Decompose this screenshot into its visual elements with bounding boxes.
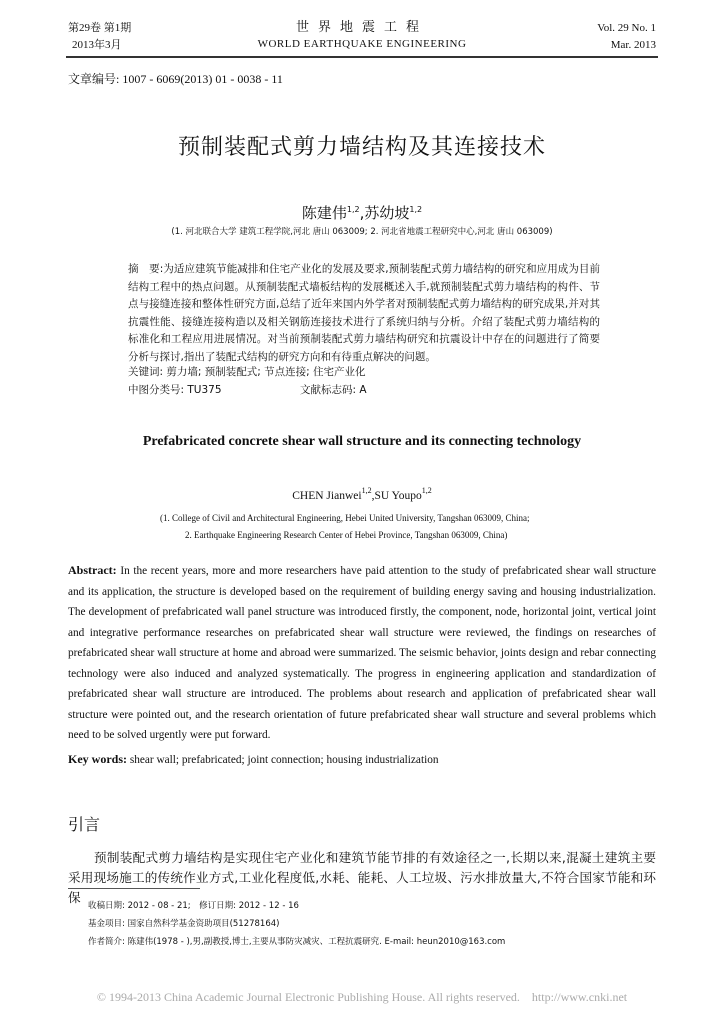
title-cn: 预制装配式剪力墙结构及其连接技术: [177, 135, 546, 160]
journal-name-en: WORLD EARTHQUAKE ENGINEERING: [257, 38, 467, 50]
journal-name: [200, 18, 524, 52]
author-sup: 1,2: [361, 486, 372, 495]
keywords-en: [68, 752, 439, 767]
footnote-dates: 收稿日期: 2012 - 08 - 21; 修订日期: 2012 - 12 - 16: [88, 901, 299, 911]
affiliation-en-1: (1. College of Civil and Architectural Engineering, Hebei United University, Tangshan 063009, China;: [160, 513, 530, 523]
doc-code-label: 文献标志码:: [300, 384, 357, 396]
keywords-en-label: Key words:: [68, 752, 127, 766]
abstract-cn: [128, 261, 600, 367]
volume-issue-en: Vol. 29 No. 1: [597, 22, 656, 34]
keywords-cn-label: 关键词:: [128, 366, 164, 378]
keywords-cn: [128, 364, 366, 379]
footnote-rule: [68, 888, 200, 889]
footnote-author-bio: 作者简介: 陈建伟(1978 - ),男,副教授,博士,主要从事防灾减灾、工程抗震研究. E-mail: heun2010@163.com: [88, 937, 506, 947]
clc-label: 中图分类号:: [128, 384, 185, 396]
author-sup: 1,2: [409, 205, 423, 214]
keywords-cn-text: 剪力墙; 预制装配式; 节点连接; 住宅产业化: [166, 366, 366, 378]
affiliation-cn: (1. 河北联合大学 建筑工程学院,河北 唐山 063009; 2. 河北省地震工程研究中心,河北 唐山 063009): [171, 227, 553, 237]
doc-code-value: A: [359, 384, 367, 396]
journal-issue-en: [597, 20, 656, 54]
header-rule: [66, 56, 658, 58]
author-name: CHEN Jianwei: [292, 490, 362, 502]
journal-issue-cn: [68, 20, 131, 54]
abstract-en-text: In the recent years, more and more researchers have paid attention to the study of prefabricated shear wall structure and its application, the structure is developed based on the requirement of building energy saving and housing industrialization. The development of prefabricated wall panel structure was introduced firstly, the component, node, horizontal joint, vertical joint and integrative performance researches on prefabricated shear wall structure were reviewed, the findings on researches of prefabricated shear wall structure at home and abroad were summarized. The seismic behavior, joints design and rebar connecting technology were also induced and analyzed systematically. The progress in engineering application and standardization of prefabricated shear wall structure are introduced. The problems about research and application of prefabricated shear wall structure were pointed out, and the research orientation of future prefabricated shear wall structure and several problems which need to be solved urgently were put forward.: [68, 565, 657, 741]
abstract-cn-text: 为适应建筑节能减排和住宅产业化的发展及要求,预制装配式剪力墙结构的研究和应用成为目前结构工程中的热点问题。从预制装配式墙板结构的发展概述入手,就预制装配式剪力墙结构的构件、节点与接缝连接和整体性研究方面,总结了近年来国内外学者对预制装配式剪力墙结构的研究成果,并对其抗震性能、接缝连接构造以及相关钢筋连接技术进行了系统归纳与分析。介绍了装配式剪力墙结构的标准化和工程应用进展情况。对当前预制装配式剪力墙结构研究和抗震设计中存在的问题进行了简要分析与探讨,指出了装配式结构的研究方向和有待重点解决的问题。: [128, 263, 600, 363]
author-sup: 1,2: [346, 205, 360, 214]
author-name: 陈建伟: [301, 204, 347, 222]
date-en: Mar. 2013: [610, 39, 656, 51]
copyright-notice: © 1994-2013 China Academic Journal Electronic Publishing House. All rights reserved. http://www.cnki.net: [96, 990, 628, 1004]
author-name: 苏幼坡: [364, 204, 410, 222]
article-number: 文章编号: 1007 - 6069(2013) 01 - 0038 - 11: [68, 72, 283, 86]
authors-en: CHEN Jianwei$^{1,2}$,SU Youpo$^{1,2}$: [292, 486, 432, 502]
abstract-cn-label: 摘 要:: [128, 263, 164, 275]
title-en: Prefabricated concrete shear wall structure and its connecting technology: [142, 434, 582, 449]
intro-heading: 引言: [68, 815, 101, 834]
volume-issue-cn: 第29卷 第1期: [68, 22, 132, 34]
authors-cn: 陈建伟$^{1,2}$,苏幼坡$^{1,2}$: [301, 204, 423, 222]
footnote-funding: 基金项目: 国家自然科学基金资助项目(51278164): [88, 919, 280, 929]
author-sup: 1,2: [421, 486, 432, 495]
clc-number: [128, 382, 222, 397]
keywords-en-text: shear wall; prefabricated; joint connection; housing industrialization: [129, 754, 439, 766]
date-cn: 2013年3月: [72, 39, 122, 51]
journal-name-cn: 世界地震工程: [295, 19, 428, 34]
document-code: [300, 382, 367, 397]
intro-paragraph: 预制装配式剪力墙结构是实现住宅产业化和建筑节能节排的有效途径之一,长期以来,混凝土建筑主要采用现场施工的传统作业方式,工业化程度低,水耗、能耗、人工垃圾、污水排放量大,不符合国家节能和环保: [68, 850, 656, 905]
affiliation-en-2: 2. Earthquake Engineering Research Center of Hebei Province, Tangshan 063009, China): [185, 530, 508, 540]
author-name: SU Youpo: [374, 490, 422, 502]
abstract-en: [68, 560, 656, 746]
abstract-en-label: Abstract:: [68, 563, 117, 577]
clc-value: TU375: [187, 384, 222, 396]
